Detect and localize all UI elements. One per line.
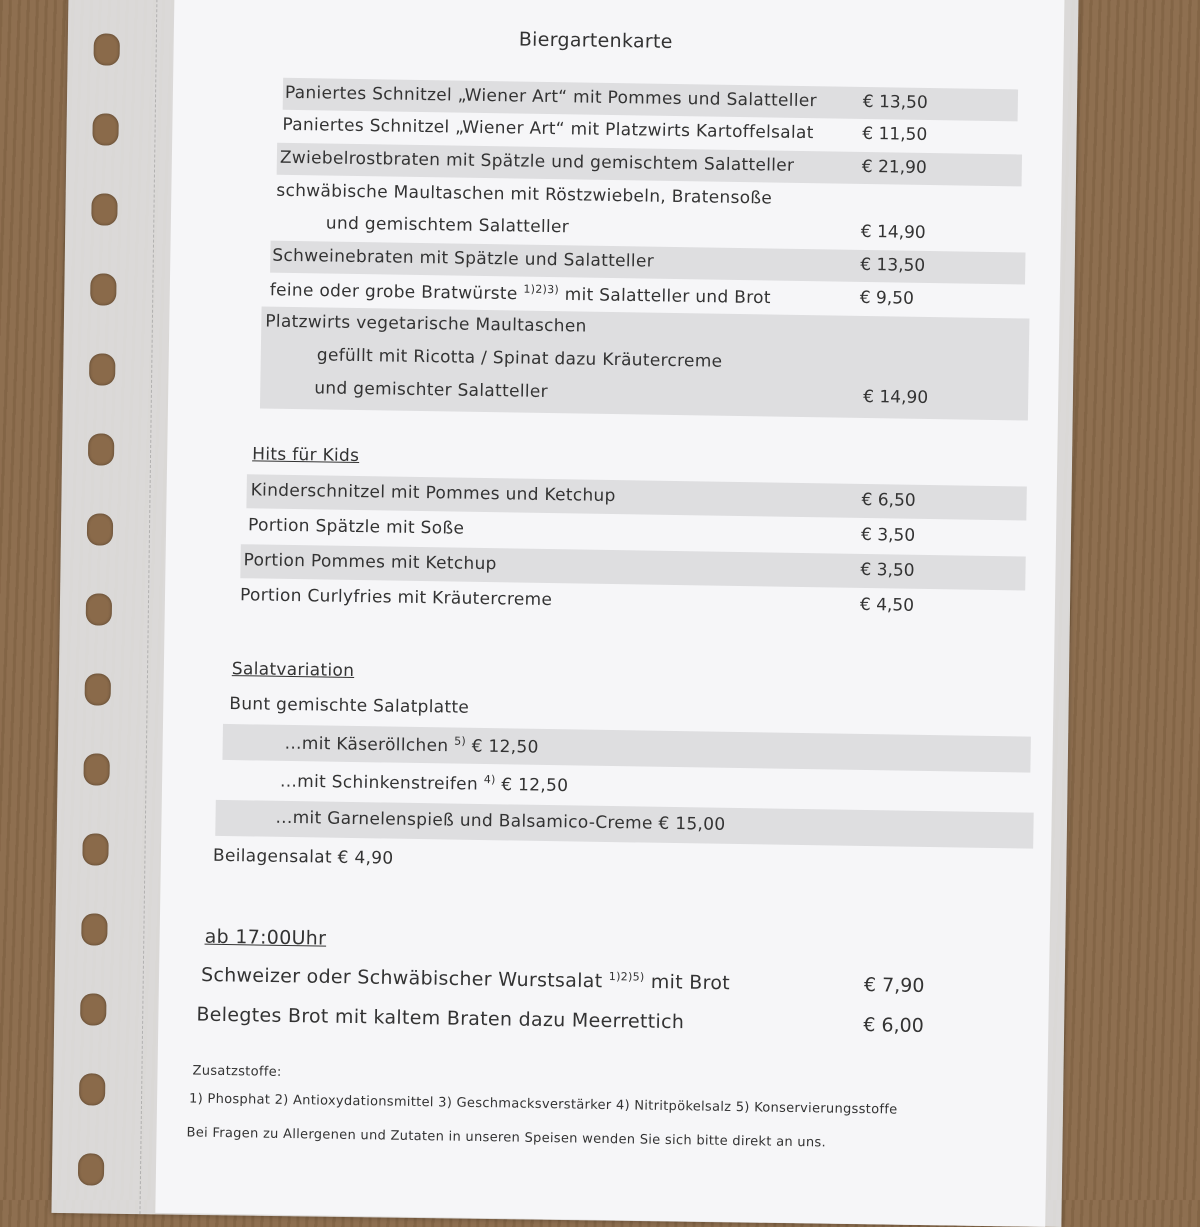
- punch-hole: [86, 593, 112, 625]
- menu-item-name: [201, 964, 730, 995]
- menu-item-name: [280, 770, 569, 796]
- section-header-kids: Hits für Kids: [252, 444, 360, 467]
- punch-hole: [85, 673, 111, 705]
- punch-hole: [82, 833, 108, 865]
- menu-sheet: [155, 0, 1064, 1227]
- menu-item-name: Portion Curlyfries mit Kräutercreme: [239, 585, 553, 611]
- punch-hole: [91, 193, 117, 225]
- additives-list: 1) Phosphat 2) Antioxydationsmittel 3) Geschmacksverstärker 4) Nitritpökelsalz 5) Konservierungsstoffe: [188, 1091, 898, 1118]
- punch-hole: [88, 433, 114, 465]
- additive-annotation: 5): [454, 734, 467, 748]
- menu-item-price: € 14,90: [863, 386, 929, 408]
- menu-item-price: € 14,90: [860, 221, 926, 243]
- menu-item-price: € 3,50: [860, 559, 915, 581]
- menu-item-name: [285, 732, 539, 758]
- menu-item-name: Portion Pommes mit Ketchup: [243, 550, 497, 575]
- menu-item-price: € 7,90: [863, 974, 925, 997]
- menu-item-name: Belegtes Brot mit kaltem Braten dazu Meerrettich: [196, 1003, 685, 1034]
- punch-hole: [92, 113, 118, 145]
- menu-item-name: Schweinebraten mit Spätzle und Salatteller: [272, 245, 655, 272]
- menu-item-name-part: feine oder grobe Bratwürste: [269, 280, 518, 305]
- menu-item-price: € 13,50: [862, 91, 928, 113]
- menu-item-price: € 9,50: [859, 287, 915, 309]
- punch-hole: [79, 1073, 105, 1105]
- punch-hole: [80, 993, 106, 1025]
- punch-hole: [78, 1153, 104, 1185]
- menu-item-name-part: ...mit Schinkenstreifen: [279, 771, 479, 795]
- menu-item-name-cont: und gemischtem Salatteller: [325, 213, 570, 238]
- menu-item-price: € 12,50: [471, 736, 539, 758]
- menu-item-price: € 4,50: [859, 594, 915, 616]
- menu-item-name: schwäbische Maultaschen mit Röstzwiebeln, Bratensoße: [276, 180, 773, 209]
- section-header-evening: ab 17:00Uhr: [204, 925, 327, 950]
- menu-item-name-part: Schweizer oder Schwäbischer Wurstsalat: [200, 963, 603, 993]
- menu-item-price: € 12,50: [501, 774, 569, 797]
- additive-annotation: 1)2)3): [523, 282, 560, 297]
- punch-hole: [83, 753, 109, 785]
- menu-item-name: Paniertes Schnitzel „Wiener Art“ mit Pommes und Salatteller: [284, 82, 818, 112]
- punch-hole: [93, 33, 119, 65]
- section-header-salad: Salatvariation: [231, 659, 355, 681]
- menu-item-name: Paniertes Schnitzel „Wiener Art“ mit Platzwirts Kartoffelsalat: [282, 114, 814, 144]
- additive-annotation: 1)2)5): [608, 970, 645, 984]
- additives-label: Zusatzstoffe:: [192, 1063, 282, 1080]
- menu-item-price: € 13,50: [860, 254, 926, 276]
- menu-item-name-part: ...mit Käseröllchen: [284, 733, 449, 757]
- side-salad: Beilagensalat € 4,90: [212, 845, 394, 869]
- menu-item-name-part: mit Salatteller und Brot: [564, 284, 771, 309]
- menu-item-price: € 6,50: [861, 489, 916, 511]
- menu-item-name: Kinderschnitzel mit Pommes und Ketchup: [250, 480, 616, 507]
- menu-item-name: Zwiebelrostbraten mit Spätzle und gemischtem Salatteller: [279, 147, 795, 176]
- menu-item-price: € 11,50: [862, 123, 928, 145]
- menu-item-price: € 3,50: [860, 524, 916, 546]
- menu-title: Biergartenkarte: [518, 28, 673, 53]
- menu-item-name-cont: gefüllt mit Ricotta / Spinat dazu Kräutercreme: [316, 345, 723, 372]
- menu-item-name-cont: und gemischter Salatteller: [314, 378, 549, 402]
- punch-hole: [89, 353, 115, 385]
- menu-item-name-part: ...mit Garnelenspieß und Balsamico-Creme: [275, 807, 653, 834]
- salad-intro: Bunt gemischte Salatplatte: [229, 694, 470, 718]
- additive-annotation: 4): [483, 773, 496, 787]
- allergen-note: Bei Fragen zu Allergenen und Zutaten in unseren Speisen wenden Sie sich bitte direkt an uns.: [186, 1125, 827, 1151]
- punch-hole: [81, 913, 107, 945]
- punch-hole: [90, 273, 116, 305]
- menu-item-name: Portion Spätzle mit Soße: [247, 515, 465, 539]
- punch-strip: [59, 0, 157, 1214]
- menu-item-name-part: mit Brot: [650, 971, 731, 995]
- menu-item-price: € 21,90: [861, 156, 927, 178]
- menu-item-price: € 6,00: [863, 1014, 924, 1037]
- punch-hole: [87, 513, 113, 545]
- menu-item-name: [270, 279, 771, 309]
- menu-item-name: Platzwirts vegetarische Maultaschen: [265, 311, 587, 337]
- menu-item-price: € 15,00: [658, 813, 726, 835]
